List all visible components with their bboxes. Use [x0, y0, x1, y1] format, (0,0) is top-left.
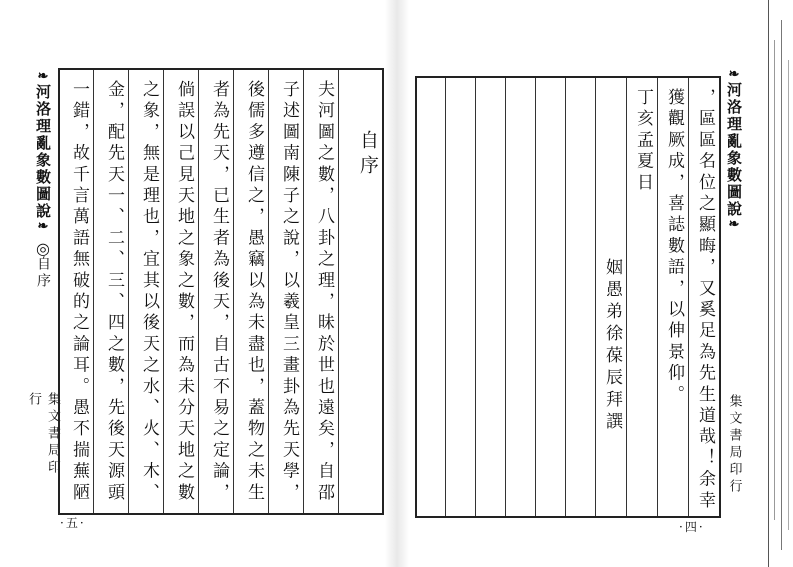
- ornament-icon: ❧: [728, 67, 740, 82]
- column: [233, 70, 268, 513]
- scan-edge-artifact: [764, 0, 793, 567]
- text-column: 者為先天，已生者為後天，自古不易之定論，: [209, 80, 229, 504]
- book-title: 河洛理亂象數圖說: [725, 82, 743, 218]
- right-sidebar: [719, 68, 749, 518]
- text-frame-right: [415, 76, 721, 518]
- right-page: [395, 0, 793, 567]
- publisher-label: 集文書局印行: [26, 392, 60, 477]
- text-column: 倘誤以己見天地之象之數，而為未分天地之數: [174, 80, 194, 504]
- section-mark-icon: ◎: [36, 239, 50, 258]
- column: [338, 70, 382, 513]
- left-page: [0, 0, 395, 567]
- column: [198, 70, 233, 513]
- column: [535, 78, 565, 516]
- text-column: 獲觀厥成，喜誌數語，以伸景仰。: [664, 88, 684, 406]
- column: [626, 78, 657, 516]
- text-column: 後儒多遵信之，愚竊以為未盡也，蓋物之未生: [244, 80, 264, 504]
- ornament-icon: ❧: [37, 219, 49, 234]
- text-column: 子述圖南陳子之說，以羲皇三畫卦為先天學，: [279, 80, 299, 504]
- column: [268, 70, 303, 513]
- page-number: ·五·: [60, 516, 86, 530]
- text-frame-left: [58, 68, 384, 515]
- page-number: ·四·: [679, 520, 705, 534]
- section-label: 自序: [35, 256, 51, 290]
- column: [657, 78, 688, 516]
- essay-title: 自序: [357, 130, 379, 180]
- text-column: 金，配先天一、二、三、四之數，先後天源頭: [104, 80, 124, 504]
- text-column: 夫河圖之數，八卦之理，昧於世也遠矣，自邵: [314, 80, 334, 504]
- signature-line: 姻愚弟徐葆辰拜譔: [602, 258, 622, 434]
- column: [475, 78, 505, 516]
- column: [93, 70, 128, 513]
- column: [60, 70, 93, 513]
- column: [445, 78, 475, 516]
- column: [595, 78, 626, 516]
- book-title: 河洛理亂象數圖說: [34, 84, 52, 220]
- date-line: 丁亥孟夏日: [633, 88, 653, 194]
- publisher-label: 集文書局印行: [726, 394, 742, 496]
- column: [565, 78, 595, 516]
- column: [163, 70, 198, 513]
- column: [303, 70, 338, 513]
- ornament-icon: ❧: [728, 217, 740, 232]
- text-column: 之象，無是理也，宜其以後天之水、火、木、: [139, 80, 159, 504]
- ornament-icon: ❧: [37, 69, 49, 84]
- text-column: 一錯，故千言萬語無破的之論耳。愚不揣蕪陋: [69, 80, 89, 504]
- column: [688, 78, 719, 516]
- column: [505, 78, 535, 516]
- column: [417, 78, 445, 516]
- column: [128, 70, 163, 513]
- text-column: ，區區名位之顯晦，又奚足為先生道哉！余幸: [695, 88, 715, 512]
- left-sidebar: [28, 70, 58, 490]
